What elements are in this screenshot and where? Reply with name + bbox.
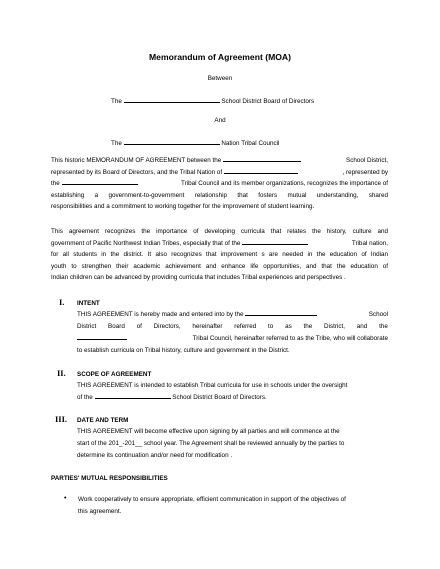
and-label: And [214, 117, 226, 124]
section-number: II. [57, 368, 66, 378]
between-label: Between [207, 75, 233, 82]
tribal-nation-blank[interactable] [224, 167, 298, 174]
responsibility-item: Work cooperatively to ensure appropriate, efficient communication in support of the objectives of this agreement. [78, 496, 346, 515]
section-number: I. [59, 297, 65, 307]
party1-suffix: School District Board of Directors [221, 98, 315, 105]
intent-blank[interactable] [245, 309, 317, 316]
section-heading: INTENT [77, 300, 100, 307]
intent-body: THIS AGREEMENT is hereby made and entered into by the School District Board of Directors, hereinafter referred to as the District, and the Tribal Council, hereinafter referred to as the Tribe, who will collaborate to establish curricula on Tribal history, culture and government in the District. [77, 311, 388, 354]
section-heading: SCOPE OF AGREEMENT [77, 371, 152, 378]
tribal-council-blank[interactable] [62, 178, 138, 185]
party1-line [111, 96, 314, 105]
intent-tribe-blank[interactable] [77, 333, 127, 340]
intent-line2: District Board of Directors, hereinafter referred to as the District, and the [77, 323, 388, 330]
nation-blank[interactable] [242, 238, 308, 245]
party1-the: The [111, 98, 122, 105]
party2-suffix: Nation Tribal Council [221, 140, 280, 147]
bullet-icon: • [64, 495, 67, 502]
date-term-body: THIS AGREEMENT will become effective upon signing by all parties and will commence at the start of the 201_-201__ school year. The Agreement shall be reviewed annually by the parties to determine its continuation and/or need for modification . [77, 428, 345, 459]
document-title: Memorandum of Agreement (MOA) [149, 52, 291, 62]
section-number: III. [55, 414, 68, 424]
party2-blank[interactable] [124, 138, 220, 145]
recognition-paragraph: This agreement recognizes the importance of developing curricula that relates the history, culture and government of Pacific Northwest Indian Tribes, especially that of the Tribal nation, for all students in the district. It also recognizes that improvement s are needed in the education of Indian youth to strengthen their academic achievement and enhance life opportunities, and that the education of Indian children can be advanced by providing curricula that includes Tribal experiences and perspectives . [51, 228, 388, 282]
intro-paragraph: This historic MEMORANDUM OF AGREEMENT between the School District, represented by its Board of Directors, and the Tribal Nation of , represented by the Tribal Council and its member organizations, recognizes the importance of establishing a government-to-government relationship that fosters mutual understanding, shared responsibilities and a commitment to working together for the improvement of student learning. [51, 157, 388, 211]
scope-blank[interactable] [95, 392, 171, 399]
district-blank[interactable] [223, 155, 301, 162]
party1-blank[interactable] [124, 96, 220, 103]
party2-line [111, 138, 279, 147]
section-heading: DATE AND TERM [77, 417, 129, 424]
responsibilities-heading: PARTIES' MUTUAL RESPONSIBILITIES [51, 475, 168, 482]
party2-the: The [111, 140, 122, 147]
scope-body: THIS AGREEMENT is intended to establish Tribal curricula for use in schools under the oversight of the School District Board of Directors. [77, 382, 348, 401]
